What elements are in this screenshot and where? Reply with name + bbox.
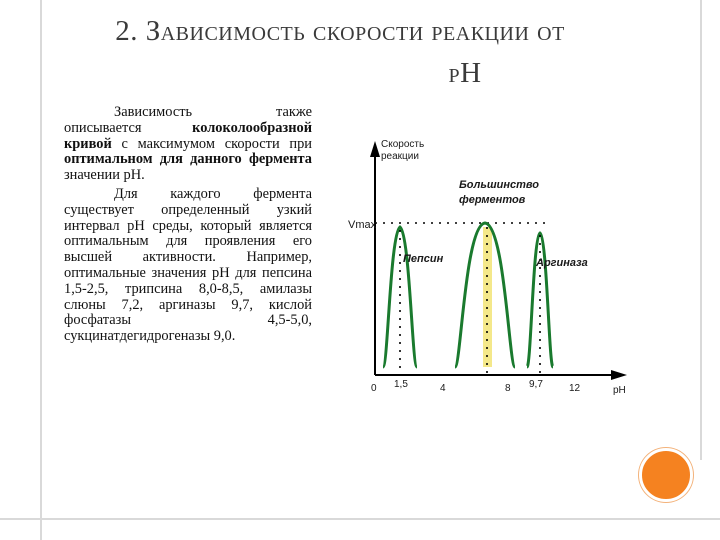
majority-label-line-1: Большинство — [459, 179, 540, 191]
paragraph-1 — [64, 105, 312, 184]
decorative-orange-circle — [639, 448, 693, 502]
p1-bold-optimal: оптимальном для данного фермента — [64, 151, 312, 168]
paragraph-2: Для каждого фермента существует определенный узкий интервал рН среды, который является оптимальным для проявления его высшей активности. Например, оптимальные значения рН для пепсина 1,5-2,5, трипсина 8,0-8,5, амилазы слюны 7,2, аргиназы 9,7, кислой фосфатазы 4,5-5,0, сукцинатдегидрогеназы 9,0. — [64, 185, 312, 345]
x-tick-0: 0 — [371, 383, 377, 394]
x-axis-label: pH — [613, 385, 626, 396]
slide-title — [60, 10, 620, 94]
right-frame-line — [700, 0, 702, 460]
ph-activity-diagram — [348, 135, 635, 410]
p1-part-a: Зависимость также описывается — [64, 104, 312, 136]
x-tick-1-5: 1,5 — [394, 379, 408, 390]
slide-title-line-2: рН — [448, 57, 482, 89]
slide-title-line-1: 2. Зависимость скорости реакции от — [115, 15, 565, 47]
x-tick-9-7: 9,7 — [529, 379, 543, 390]
optimum-band — [483, 227, 492, 367]
p1-bold-bell-curve: колоколообразной кривой — [64, 119, 312, 152]
bottom-frame-line — [0, 518, 720, 520]
arginase-label: Аргиназа — [536, 257, 588, 269]
body-text — [64, 105, 312, 345]
p1-part-e: значении рН. — [64, 167, 145, 184]
pepsin-label: Пепсин — [403, 253, 444, 265]
y-axis-arrow — [370, 141, 380, 157]
x-tick-8: 8 — [505, 383, 511, 394]
x-axis-arrow — [611, 370, 627, 380]
left-frame-line — [40, 0, 42, 540]
y-axis-label-line-1: Скорость — [381, 139, 425, 150]
y-axis-label-line-2: реакции — [381, 151, 419, 162]
vmax-label: Vmax — [348, 219, 377, 231]
p1-part-c: с максимумом скорости при — [111, 135, 312, 152]
majority-label-line-2: ферментов — [459, 194, 526, 206]
x-tick-12: 12 — [569, 383, 581, 394]
x-tick-4: 4 — [440, 383, 446, 394]
